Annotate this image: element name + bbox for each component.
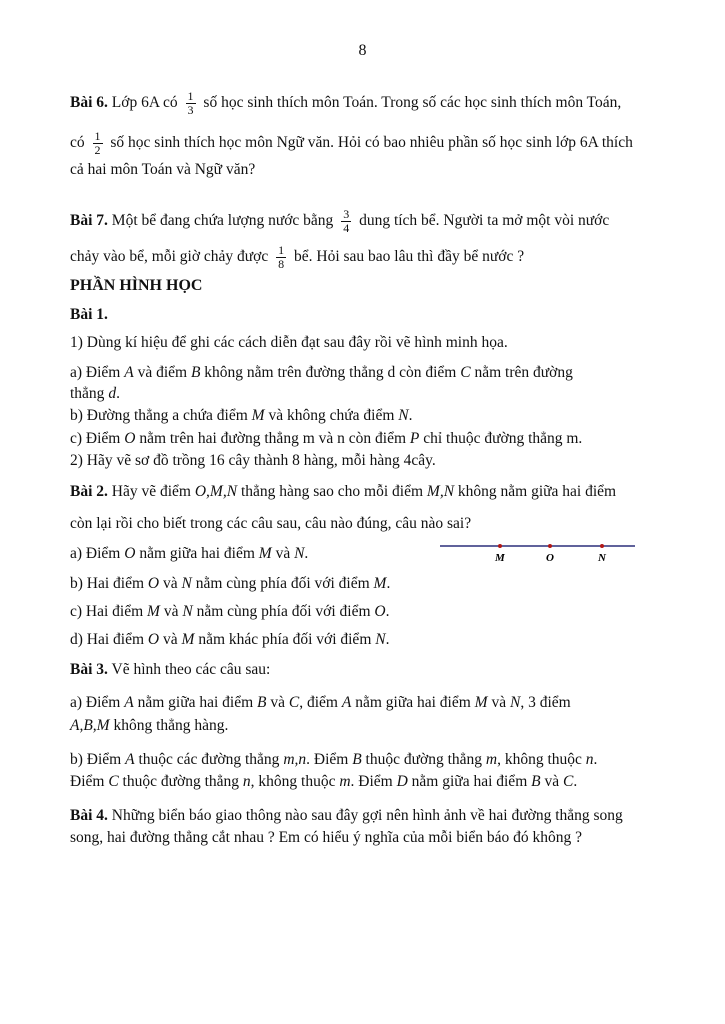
fraction xyxy=(341,208,351,235)
text: Điểm xyxy=(70,773,105,790)
bai7-label: Bài 7. xyxy=(70,212,108,230)
text: chảy vào bể, mỗi giờ chảy được xyxy=(70,248,269,266)
text: . xyxy=(116,385,120,402)
text: thuộc đường thẳng xyxy=(122,773,240,790)
numerator: 1 xyxy=(278,243,285,257)
text: b) Điểm xyxy=(70,751,122,768)
text: và xyxy=(491,694,507,711)
number: 16 xyxy=(209,452,225,469)
text: thuộc đường thẳng xyxy=(365,751,483,768)
text: cây thành xyxy=(228,452,289,469)
point-label: P xyxy=(409,430,420,447)
text: a) Điểm xyxy=(70,694,121,711)
text: và điểm xyxy=(137,364,188,381)
bai1-c xyxy=(70,429,582,449)
point-label: A xyxy=(125,751,135,768)
point-label: O xyxy=(147,575,160,592)
denominator: 3 xyxy=(187,103,194,117)
point-label: M xyxy=(258,545,272,562)
text: nằm giữa hai điểm xyxy=(139,545,255,562)
text: nằm cùng phía đối với điểm xyxy=(196,603,371,620)
point-n-dot xyxy=(600,544,604,548)
denominator: 8 xyxy=(278,257,285,271)
bai6-line-1 xyxy=(70,90,621,117)
text: Những biển báo giao thông nào sau đây gợi nên hình ảnh về hai đường thẳng song xyxy=(111,807,623,824)
numerator: 1 xyxy=(94,129,101,143)
point-label: N xyxy=(375,631,386,648)
text: và xyxy=(163,603,179,620)
point-label: D xyxy=(396,773,408,790)
bai2-label: Bài 2. xyxy=(70,483,108,500)
point-label: C xyxy=(562,773,574,790)
point-label: M xyxy=(147,603,160,620)
bai3-a-line-1 xyxy=(70,693,571,713)
text: c) Điểm xyxy=(70,430,121,447)
point-label: A xyxy=(341,694,352,711)
point-labels: A,B,M xyxy=(70,717,110,734)
bai3-b-line-2 xyxy=(70,772,577,792)
text: . xyxy=(593,751,598,768)
number: 4 xyxy=(403,452,412,469)
point-label: A xyxy=(124,694,134,711)
page-number: 8 xyxy=(358,42,367,59)
text: và xyxy=(163,575,178,592)
point-label: C xyxy=(288,694,300,711)
text: d) Hai điểm xyxy=(70,631,145,648)
text: và xyxy=(275,545,291,562)
point-label: O xyxy=(147,631,160,648)
bai1-q1: 1) Dùng kí hiệu để ghi các cách diễn đạt sau đây rồi vẽ hình minh họa. xyxy=(70,334,508,351)
text: số học sinh thích môn Toán. Trong số các học sinh thích môn Toán, xyxy=(203,94,622,112)
point-label: O xyxy=(124,545,136,562)
point-label: N xyxy=(182,603,193,620)
number: 3 xyxy=(528,694,536,711)
text: không thẳng hàng. xyxy=(113,717,229,734)
text: nằm giữa hai điểm xyxy=(137,694,254,711)
bai7-line-1 xyxy=(70,208,609,235)
numerator: 1 xyxy=(187,89,194,103)
text: điểm xyxy=(539,694,571,711)
point-labels: M,N xyxy=(426,483,455,500)
bai1-label: Bài 1. xyxy=(70,306,108,323)
bai2-c xyxy=(70,602,389,622)
line-figure xyxy=(440,536,640,566)
bai7-line-2 xyxy=(70,244,524,271)
text: . xyxy=(573,773,578,790)
text: . xyxy=(385,631,390,648)
text: nằm trên hai đường thẳng m và n còn điểm xyxy=(139,430,406,447)
line-label: d xyxy=(108,385,117,402)
geometry-heading: PHẦN HÌNH HỌC xyxy=(70,277,203,294)
text: Vẽ hình theo các câu sau: xyxy=(111,661,271,678)
text: dung tích bể. Người ta mở một vòi nước xyxy=(359,212,610,230)
text: bể. Hỏi sau bao lâu thì đầy bể nước ? xyxy=(294,248,525,266)
point-label: B xyxy=(352,751,362,768)
fraction xyxy=(93,130,103,157)
bai3-label: Bài 3. xyxy=(70,661,108,678)
point-label: C xyxy=(460,364,471,381)
bai6-line-2 xyxy=(70,130,633,157)
text: Lớp 6A có xyxy=(111,94,178,112)
bai2-a xyxy=(70,544,308,564)
numerator: 3 xyxy=(343,207,350,221)
text: b) Hai điểm xyxy=(70,575,145,592)
bai1-a-cont xyxy=(70,384,120,404)
bai6-line-3: cả hai môn Toán và Ngữ văn? xyxy=(70,161,256,178)
point-label: A xyxy=(124,364,134,381)
text: Một bể đang chứa lượng nước bằng xyxy=(111,212,334,230)
point-n-label: N xyxy=(598,552,606,564)
text: nằm giữa hai điểm xyxy=(411,773,528,790)
bai2-line-2: còn lại rồi cho biết trong các câu sau, câu nào đúng, câu nào sai? xyxy=(70,515,472,532)
text: , điểm xyxy=(299,694,338,711)
point-label: M xyxy=(373,575,387,592)
fraction xyxy=(186,90,196,117)
text: hàng, mỗi hàng xyxy=(303,452,400,469)
bai4-line-1 xyxy=(70,806,623,826)
text: thẳng hàng sao cho mỗi điểm xyxy=(240,483,424,500)
text: có xyxy=(70,134,85,152)
point-label: N xyxy=(398,407,409,424)
line-labels: m,n xyxy=(283,751,307,768)
denominator: 4 xyxy=(343,221,350,235)
fraction xyxy=(276,244,286,271)
point-label: N xyxy=(294,545,305,562)
text: nằm giữa hai điểm xyxy=(355,694,471,711)
point-labels: O,M,N xyxy=(194,483,238,500)
text: và xyxy=(270,694,286,711)
text: thẳng xyxy=(70,385,105,402)
point-label: B xyxy=(190,364,201,381)
point-label: M xyxy=(181,631,195,648)
number: 8 xyxy=(292,452,300,469)
text: nằm cùng phía đối với điểm xyxy=(195,575,370,592)
bai3-b-line-1 xyxy=(70,750,597,770)
point-label: M xyxy=(251,407,265,424)
bai2-d xyxy=(70,630,389,650)
text: , không thuộc xyxy=(497,751,582,768)
point-label: N xyxy=(181,575,192,592)
text: Hãy vẽ điểm xyxy=(111,483,191,500)
text: a) Điểm xyxy=(70,364,121,381)
text: nằm khác phía đối với điểm xyxy=(198,631,372,648)
point-label: O xyxy=(124,430,136,447)
bai2-line-1 xyxy=(70,482,616,502)
point-m-label: M xyxy=(495,552,505,564)
text: thuộc các đường thẳng xyxy=(138,751,280,768)
point-o-label: O xyxy=(546,552,554,564)
text: c) Hai điểm xyxy=(70,603,144,620)
point-label: M xyxy=(474,694,488,711)
bai3-a-line-2 xyxy=(70,716,228,736)
text: , xyxy=(520,694,525,711)
point-label: N xyxy=(509,694,521,711)
text: . Điểm xyxy=(306,751,349,768)
text: . xyxy=(386,575,391,592)
bai4-line-2: song, hai đường thẳng cắt nhau ? Em có hiểu ý nghĩa của mỗi biển báo đó không ? xyxy=(70,829,583,846)
bai1-a xyxy=(70,363,573,383)
text: . Điểm xyxy=(350,773,393,790)
text: 2) Hãy vẽ sơ đồ trồng xyxy=(70,452,206,469)
bai1-b xyxy=(70,406,412,426)
line-label: n xyxy=(242,773,251,790)
text: cây. xyxy=(411,452,436,469)
bai2-b xyxy=(70,574,390,594)
text: a) Điểm xyxy=(70,545,121,562)
text: . xyxy=(304,545,309,562)
line-label: m xyxy=(485,751,498,768)
text: và xyxy=(544,773,560,790)
denominator: 2 xyxy=(94,143,101,157)
text: và xyxy=(163,631,178,648)
text: số học sinh thích học môn Ngữ văn. Hỏi có bao nhiêu phần số học sinh lớp 6A thích xyxy=(110,134,633,152)
text: chỉ thuộc đường thẳng m. xyxy=(423,430,583,447)
text: , không thuộc xyxy=(250,773,336,790)
point-label: O xyxy=(374,603,386,620)
line-label: n xyxy=(585,751,594,768)
bai4-label: Bài 4. xyxy=(70,807,108,824)
point-label: B xyxy=(531,773,541,790)
point-label: C xyxy=(108,773,119,790)
text: nằm trên đường xyxy=(474,364,573,381)
point-label: B xyxy=(257,694,267,711)
text: . xyxy=(408,407,413,424)
bai1-q2 xyxy=(70,451,436,471)
bai6-label: Bài 6. xyxy=(70,94,108,112)
text: b) Đường thẳng a chứa điểm xyxy=(70,407,248,424)
text: . xyxy=(385,603,390,620)
text: không nằm giữa hai điểm xyxy=(457,483,617,500)
text: không nằm trên đường thẳng d còn điểm xyxy=(204,364,457,381)
line-label: m xyxy=(339,773,351,790)
point-o-dot xyxy=(548,544,552,548)
text: và không chứa điểm xyxy=(268,407,395,424)
bai3-intro xyxy=(70,660,270,680)
point-m-dot xyxy=(498,544,502,548)
